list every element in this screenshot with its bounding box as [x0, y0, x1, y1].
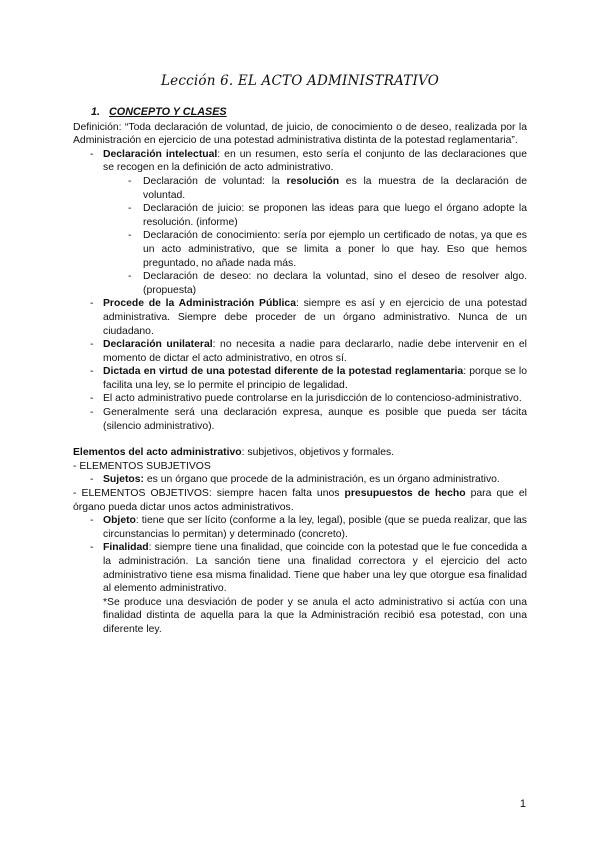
- term-procede: Procede de la Administración Pública: [103, 298, 296, 310]
- text-objetivos-b: para que el órgano pueda dictar unos actos administrativos.: [73, 488, 527, 513]
- list-item-sujetos: [73, 473, 527, 487]
- list-item-dictada: [73, 365, 527, 392]
- note-desviacion: *Se produce una desviación de poder y se anula el acto administrativo si actúa con una finalidad distinta de aquella para la que la Administración recibió esa potestad, con una diferente ley.: [103, 596, 527, 635]
- text-objetivos-a: - ELEMENTOS OBJETIVOS: siempre hacen falta unos: [73, 488, 345, 500]
- text-voluntad-a: Declaración de voluntad: la: [143, 175, 287, 187]
- text-finalidad: : siempre tiene una finalidad, que coincide con la potestad que le fue concedida a la administración. La sanción tiene una finalidad correctora y el ejercicio del acto administrativo tiene esa misma finalidad. Tiene que haber una ley que otorgue esa finalidad al elemento administrativo.: [103, 542, 527, 595]
- text-sujetos: es un órgano que procede de la administración, es un órgano administrativo.: [144, 474, 500, 486]
- page-number: 1: [519, 798, 526, 810]
- term-presupuestos: presupuestos de hecho: [344, 488, 466, 500]
- section-heading: [91, 106, 527, 120]
- term-intelectual: Declaración intelectual: [103, 148, 218, 160]
- sublist-item-deseo: - Declaración de deseo: no declara la voluntad, sino el deseo de resolver algo. (propuesta): [73, 270, 527, 297]
- text-intelectual: : en un resumen, esto sería el conjunto de las declaraciones que se recogen en la definición de acto administrativo.: [103, 148, 527, 174]
- objetivos-list: [73, 514, 527, 636]
- text-voluntad-b: es la muestra de la declaración de voluntad.: [143, 175, 527, 201]
- sublist-item-juicio: - Declaración de juicio: se proponen las ideas para que luego el órgano adopte la resolución. (informe): [73, 202, 527, 229]
- term-sujetos: Sujetos:: [103, 474, 144, 486]
- list-item-procede: [73, 297, 527, 338]
- list-item-finalidad: [73, 541, 527, 636]
- text-procede: : siempre es así y en ejercicio de una potestad administrativa. Siempre debe proceder de un órgano administrativo. Nunca de un ciudadano.: [103, 298, 527, 337]
- elementos-intro: [73, 446, 527, 460]
- spacer: [73, 433, 527, 446]
- term-dictada: Dictada en virtud de una potestad diferente de la potestad reglamentaria: [103, 366, 464, 378]
- page-title: Lección 6. EL ACTO ADMINISTRATIVO: [160, 73, 440, 89]
- sublist-item-voluntad: [73, 175, 527, 202]
- section-heading-text: CONCEPTO Y CLASES: [109, 106, 227, 118]
- objetivos-heading: [73, 487, 527, 514]
- text-unilateral: : no necesita a nadie para declararlo, nadie debe intervenir en el momento de dictar el acto administrativo, en otros sí.: [103, 339, 527, 364]
- term-elementos: Elementos del acto administrativo: [73, 447, 242, 459]
- term-unilateral: Declaración unilateral: [103, 339, 213, 351]
- list-item-unilateral: [73, 338, 527, 365]
- subjetivos-list: [73, 473, 527, 487]
- document-body: [73, 106, 527, 637]
- definition-paragraph: Definición: “Toda declaración de voluntad, de juicio, de conocimiento o de deseo, realizada por la Administración en ejercicio de una potestad administrativa distinta de la potestad reglamentaria”.: [73, 121, 527, 147]
- subjetivos-heading: - ELEMENTOS SUBJETIVOS: [73, 460, 211, 472]
- sublist-item-conocimiento: - Declaración de conocimiento: sería por ejemplo un certificado de notas, ya que es un acto administrativo, que se limita a poner lo que hay. Eso que hemos preguntado, no añade nada más.: [73, 229, 527, 270]
- term-objeto: Objeto: [103, 515, 136, 527]
- list-item-intelectual: [73, 148, 527, 298]
- text-dictada: : porque se lo facilita una ley, se lo permite el principio de legalidad.: [103, 366, 527, 391]
- list-item-controlable: - El acto administrativo puede controlarse en la jurisdicción de lo contencioso-administrativo.: [73, 392, 527, 406]
- list-item-expresa: - Generalmente será una declaración expresa, aunque es posible que pueda ser tácita (silencio administrativo).: [73, 406, 527, 433]
- section-number: 1.: [91, 106, 101, 118]
- list-item-objeto: [73, 514, 527, 541]
- characteristics-list: [73, 148, 527, 433]
- declarations-sublist: [73, 175, 527, 297]
- term-resolucion: resolución: [286, 175, 340, 187]
- text-objeto: : tiene que ser lícito (conforme a la ley, legal), posible (que se pueda realizar, que las circunstancias lo permitan) y determinado (concreto).: [103, 515, 527, 540]
- text-elementos: : subjetivos, objetivos y formales.: [241, 447, 395, 459]
- term-finalidad: Finalidad: [103, 542, 149, 554]
